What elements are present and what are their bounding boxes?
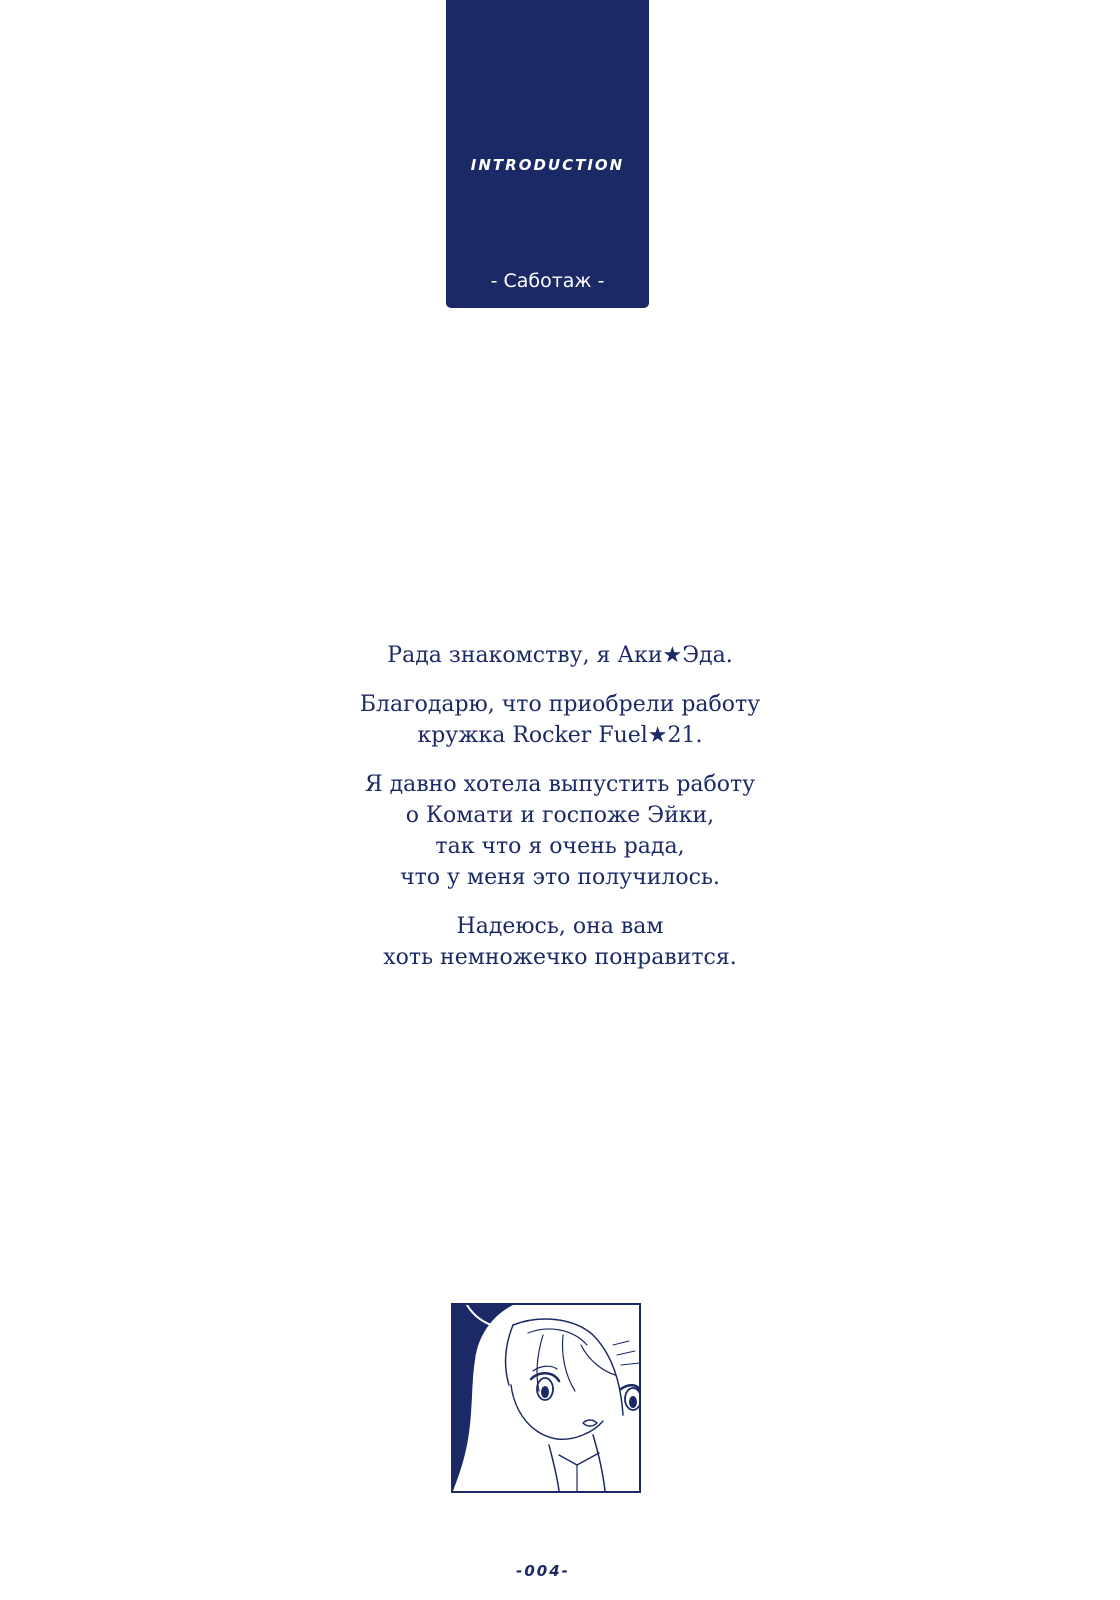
intro-line: о Комати и госпоже Эйки, [405, 803, 715, 828]
character-portrait-icon [453, 1305, 639, 1491]
intro-paragraph-1 [260, 640, 860, 671]
intro-line: Благодарю, что приобрели работу [359, 692, 761, 717]
intro-line: Я давно хотела выпустить работу [364, 772, 756, 797]
intro-line: Рада знакомству, я Аки★Эда. [387, 643, 733, 668]
intro-line: что у меня это получилось. [400, 865, 720, 890]
intro-line: хоть немножечко понравится. [383, 945, 737, 970]
intro-line: Надеюсь, она вам [456, 914, 664, 939]
intro-paragraph-3 [260, 769, 860, 893]
intro-text [260, 640, 860, 991]
intro-paragraph-2 [260, 689, 860, 751]
intro-paragraph-4 [260, 911, 860, 973]
intro-line: кружка Rocker Fuel★21. [417, 723, 703, 748]
header-tab [446, 0, 649, 308]
page-number: -004- [516, 1562, 570, 1580]
section-subtitle: - Саботаж - [490, 270, 605, 292]
section-title: INTRODUCTION [470, 156, 625, 174]
intro-line: так что я очень рада, [435, 834, 685, 859]
character-portrait [451, 1303, 641, 1493]
